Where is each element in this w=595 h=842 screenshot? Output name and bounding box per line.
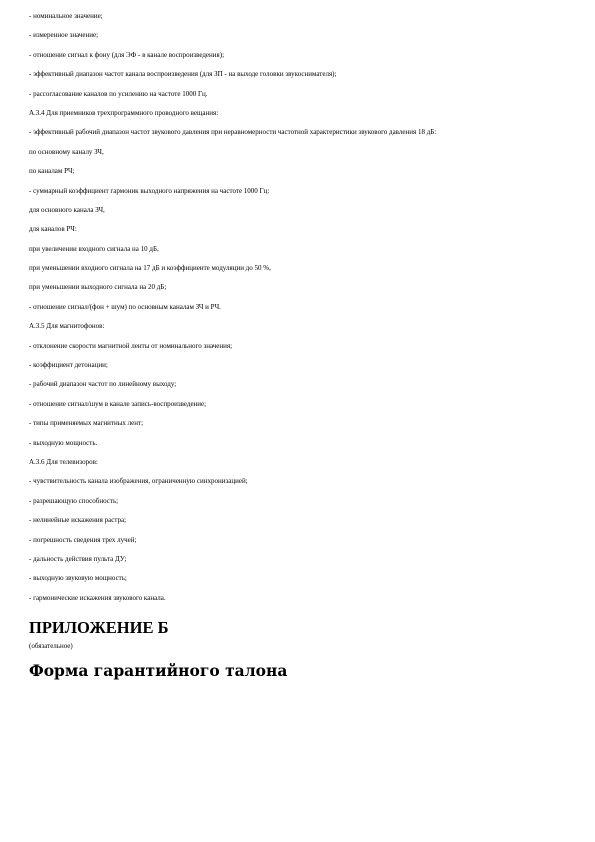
- text-line: - эффективный диапазон частот канала воспроизведения (для ЗП - на выходе головки звукоснимателя);: [29, 70, 337, 79]
- section-heading: А.3.6 Для телевизоров:: [29, 457, 98, 466]
- section-heading: А.3.4 Для приемников трехпрограммного проводного вещания:: [29, 108, 219, 117]
- text-line: - нелинейные искажения растра;: [29, 516, 127, 525]
- text-line: - разрешающую способность;: [29, 496, 119, 505]
- document-page: [29, 12, 569, 681]
- text-line: по каналам РЧ;: [29, 167, 75, 176]
- text-line: - отношение сигнал/шум в канале запись-воспроизведение;: [29, 399, 207, 408]
- text-line: - отношение сигнал к фону (для ЭФ - в канале воспроизведения);: [29, 50, 225, 59]
- text-line: - эффективный рабочий диапазон частот звукового давления при неравномерности частотной характеристики звукового давления 18 дБ:: [29, 128, 437, 137]
- text-line: - номинальное значение;: [29, 12, 103, 20]
- text-line: - отношение сигнал/(фон + шум) по основным каналам ЗЧ и РЧ.: [29, 302, 221, 311]
- text-line: - рабочий диапазон частот по линейному выходу;: [29, 380, 177, 389]
- text-line: - чувствительность канала изображения, ограниченную синхронизацией;: [29, 477, 248, 486]
- text-line: - измеренное значение;: [29, 31, 99, 40]
- text-line: - суммарный коэффициент гармоник выходного напряжения на частоте 1000 Гц:: [29, 186, 270, 195]
- text-line: - выходную звуковую мощность;: [29, 574, 127, 583]
- text-line: при уменьшении выходного сигнала на 20 дБ;: [29, 283, 167, 292]
- text-line: - коэффициент детонации;: [29, 361, 108, 370]
- section-heading: А.3.5 Для магнитофонов:: [29, 322, 105, 331]
- text-line: - дальность действия пульта ДУ;: [29, 554, 127, 563]
- text-line: для каналов РЧ:: [29, 225, 77, 234]
- text-line: - выходную мощность.: [29, 438, 98, 447]
- text-line: - гармонические искажения звукового канала.: [29, 593, 166, 602]
- text-line: - погрешность сведения трех лучей;: [29, 535, 137, 544]
- appendix-title: ПРИЛОЖЕНИЕ Б: [29, 617, 169, 637]
- text-line: - рассогласование каналов по усилению на частоте 1000 Гц.: [29, 89, 208, 98]
- text-line: для основного канала ЗЧ,: [29, 205, 105, 214]
- text-line: - типы применяемых магнитных лент;: [29, 419, 144, 428]
- text-line: при увеличении входного сигнала на 10 дБ,: [29, 244, 159, 253]
- text-line: - отклонение скорости магнитной ленты от номинального значения;: [29, 341, 233, 350]
- form-title: Форма гарантийного талона: [29, 660, 288, 680]
- text-line: по основному каналу ЗЧ,: [29, 147, 104, 156]
- appendix-note: (обязательное): [29, 641, 73, 650]
- text-line: при уменьшении входного сигнала на 17 дБ и коэффициенте модуляции до 50 %,: [29, 264, 271, 273]
